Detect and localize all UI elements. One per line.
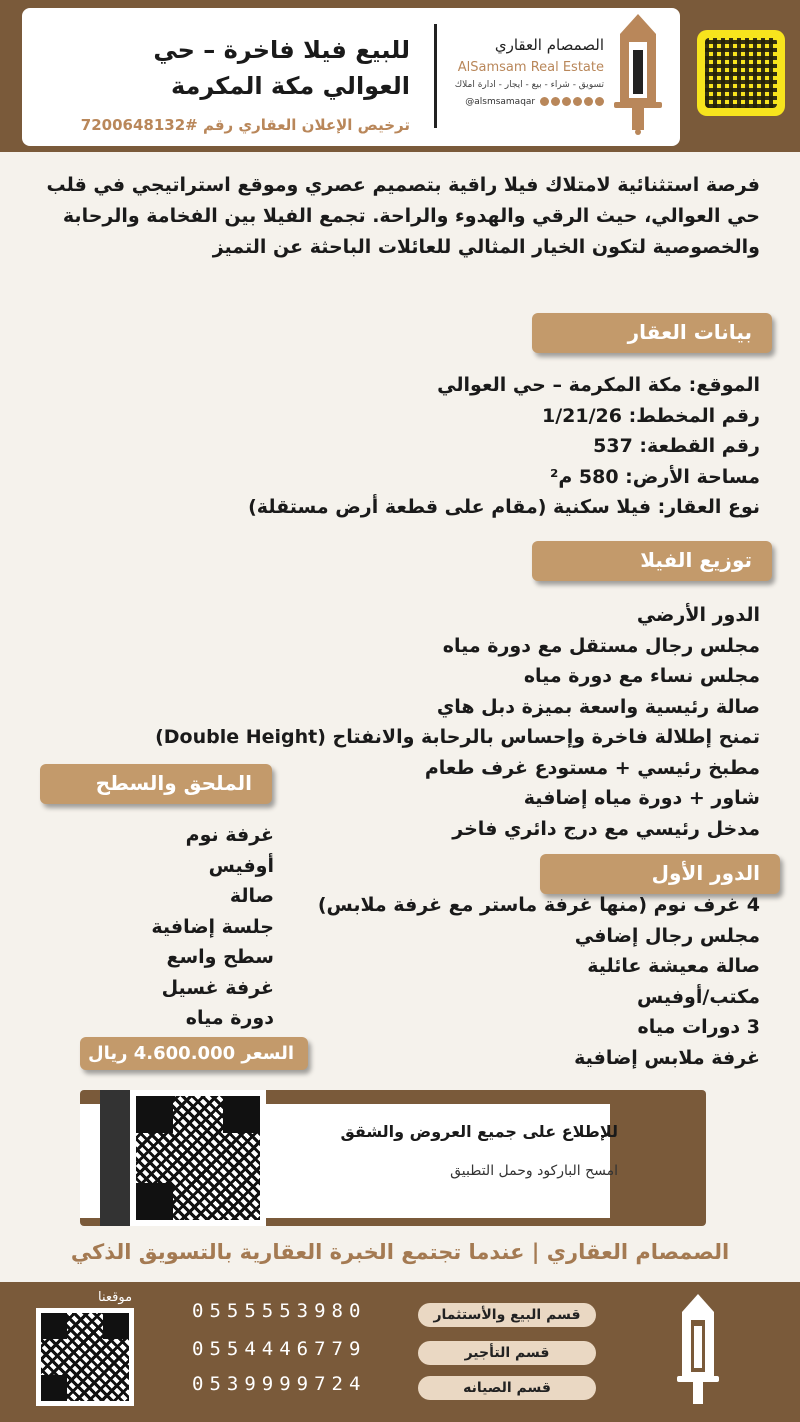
list-item: الدور الأرضي — [636, 604, 760, 626]
intro-paragraph: فرصة استثنائية لامتلاك فيلا راقية بتصميم عصري وموقع استراتيجي في قلب حي العوالي، حيث الرقي والهدوء والراحة. تجمع الفيلا بين الفخامة والرحابة والخصوصية لتكون الخيار المثالي للعائلات الباحثة عن التميز — [46, 174, 760, 258]
dept-sales-label: قسم البيع والأستثمار — [418, 1303, 596, 1327]
dept-sales-phone[interactable]: 0555553980 — [192, 1300, 367, 1322]
list-item: صالة رئيسية واسعة بميزة دبل هاي — [436, 695, 760, 718]
app-download-subtext: امسح الباركود وحمل التطبيق — [450, 1163, 618, 1179]
dept-rental-label: قسم التأجير — [418, 1341, 596, 1365]
snapchat-icon[interactable] — [540, 97, 549, 106]
location-qr-code[interactable] — [36, 1308, 134, 1406]
brand-tagline: تسويق - شراء - بيع - ايجار - ادارة املاك — [454, 80, 604, 90]
list-item: رقم المخطط: 1/21/26 — [541, 404, 760, 427]
dept-rental-phone[interactable]: 0554446779 — [192, 1338, 367, 1360]
list-item: مجلس نساء مع دورة مياه — [523, 665, 760, 687]
list-item: شاور + دورة مياه إضافية — [523, 787, 760, 809]
telegram-icon[interactable] — [573, 97, 582, 106]
sword-logo-icon — [676, 1292, 720, 1408]
list-item: مطبخ رئيسي + مستودع غرف طعام — [424, 756, 760, 779]
list-item: سطح واسع — [166, 946, 274, 968]
brand-name-english: AlSamsam Real Estate — [457, 60, 604, 75]
sword-logo-icon — [612, 12, 664, 136]
page-title: للبيع فيلا فاخرة – حي العوالي مكة المكرمة — [153, 36, 410, 100]
location-label: موقعنا — [98, 1290, 133, 1305]
social-handle — [465, 97, 604, 107]
x-icon[interactable] — [562, 97, 571, 106]
details-list — [248, 370, 760, 523]
dept-maintenance-label: قسم الصيانه — [418, 1376, 596, 1400]
section-heading-first-floor: الدور الأول — [540, 854, 780, 894]
list-item: نوع العقار: فيلا سكنية (مقام على قطعة أرض مستقلة) — [248, 496, 760, 518]
list-item: رقم القطعة: 537 — [593, 435, 760, 457]
list-item: الموقع: مكة المكرمة – حي العوالي — [437, 374, 760, 396]
section-heading-annex: الملحق والسطح — [40, 764, 272, 804]
list-item: 3 دورات مياه — [637, 1016, 760, 1038]
annex-list — [40, 820, 274, 1034]
list-item: جلسة إضافية — [151, 915, 274, 938]
first-floor-list — [318, 890, 760, 1073]
slogan: الصمصام العقاري | عندما تجتمع الخبرة العقارية بالتسويق الذكي — [70, 1240, 730, 1264]
youtube-icon[interactable] — [551, 97, 560, 106]
list-item: مكتب/أوفيس — [637, 985, 760, 1008]
snapchat-qr-code[interactable] — [697, 30, 785, 116]
facebook-icon[interactable] — [595, 97, 604, 106]
list-item: مجلس رجال مستقل مع دورة مياه — [442, 634, 760, 657]
list-item: صالة — [229, 885, 274, 907]
list-item: مدخل رئيسي مع درج دائري فاخر — [452, 817, 760, 840]
list-item: دورة مياه — [185, 1007, 274, 1029]
list-item: تمنح إطلالة فاخرة وإحساس بالرحابة والانفتاح (Double Height) — [155, 726, 760, 748]
section-heading-details: بيانات العقار — [532, 313, 772, 353]
list-item: مساحة الأرض: 580 م² — [550, 465, 760, 488]
app-download-heading: للإطلاع على جميع العروض والشقق — [340, 1122, 618, 1141]
instagram-icon[interactable] — [584, 97, 593, 106]
header-divider — [434, 24, 437, 128]
list-item: أوفيس — [208, 854, 274, 877]
list-item: غرفة غسيل — [161, 976, 274, 999]
social-handle-text: @alsmsamaqar — [465, 97, 536, 107]
dept-maintenance-phone[interactable]: 0539999724 — [192, 1373, 367, 1395]
list-item: غرفة ملابس إضافية — [574, 1046, 760, 1069]
price-badge: السعر 4.600.000 ريال — [80, 1037, 308, 1070]
brand-name-arabic: الصمصام العقاري — [494, 36, 604, 54]
list-item: مجلس رجال إضافي — [574, 924, 760, 947]
license-number: ترخيص الإعلان العقاري رقم #7200648132 — [80, 116, 410, 134]
list-item: 4 غرف نوم (منها غرفة ماستر مع غرفة ملابس) — [317, 894, 760, 916]
app-qr-code[interactable] — [130, 1090, 266, 1226]
section-heading-distribution: توزيع الفيلا — [532, 541, 772, 581]
app-download-strip — [100, 1090, 130, 1226]
ground-floor-list — [155, 600, 760, 844]
list-item: صالة معيشة عائلية — [587, 955, 760, 977]
list-item: غرفة نوم — [185, 824, 274, 846]
